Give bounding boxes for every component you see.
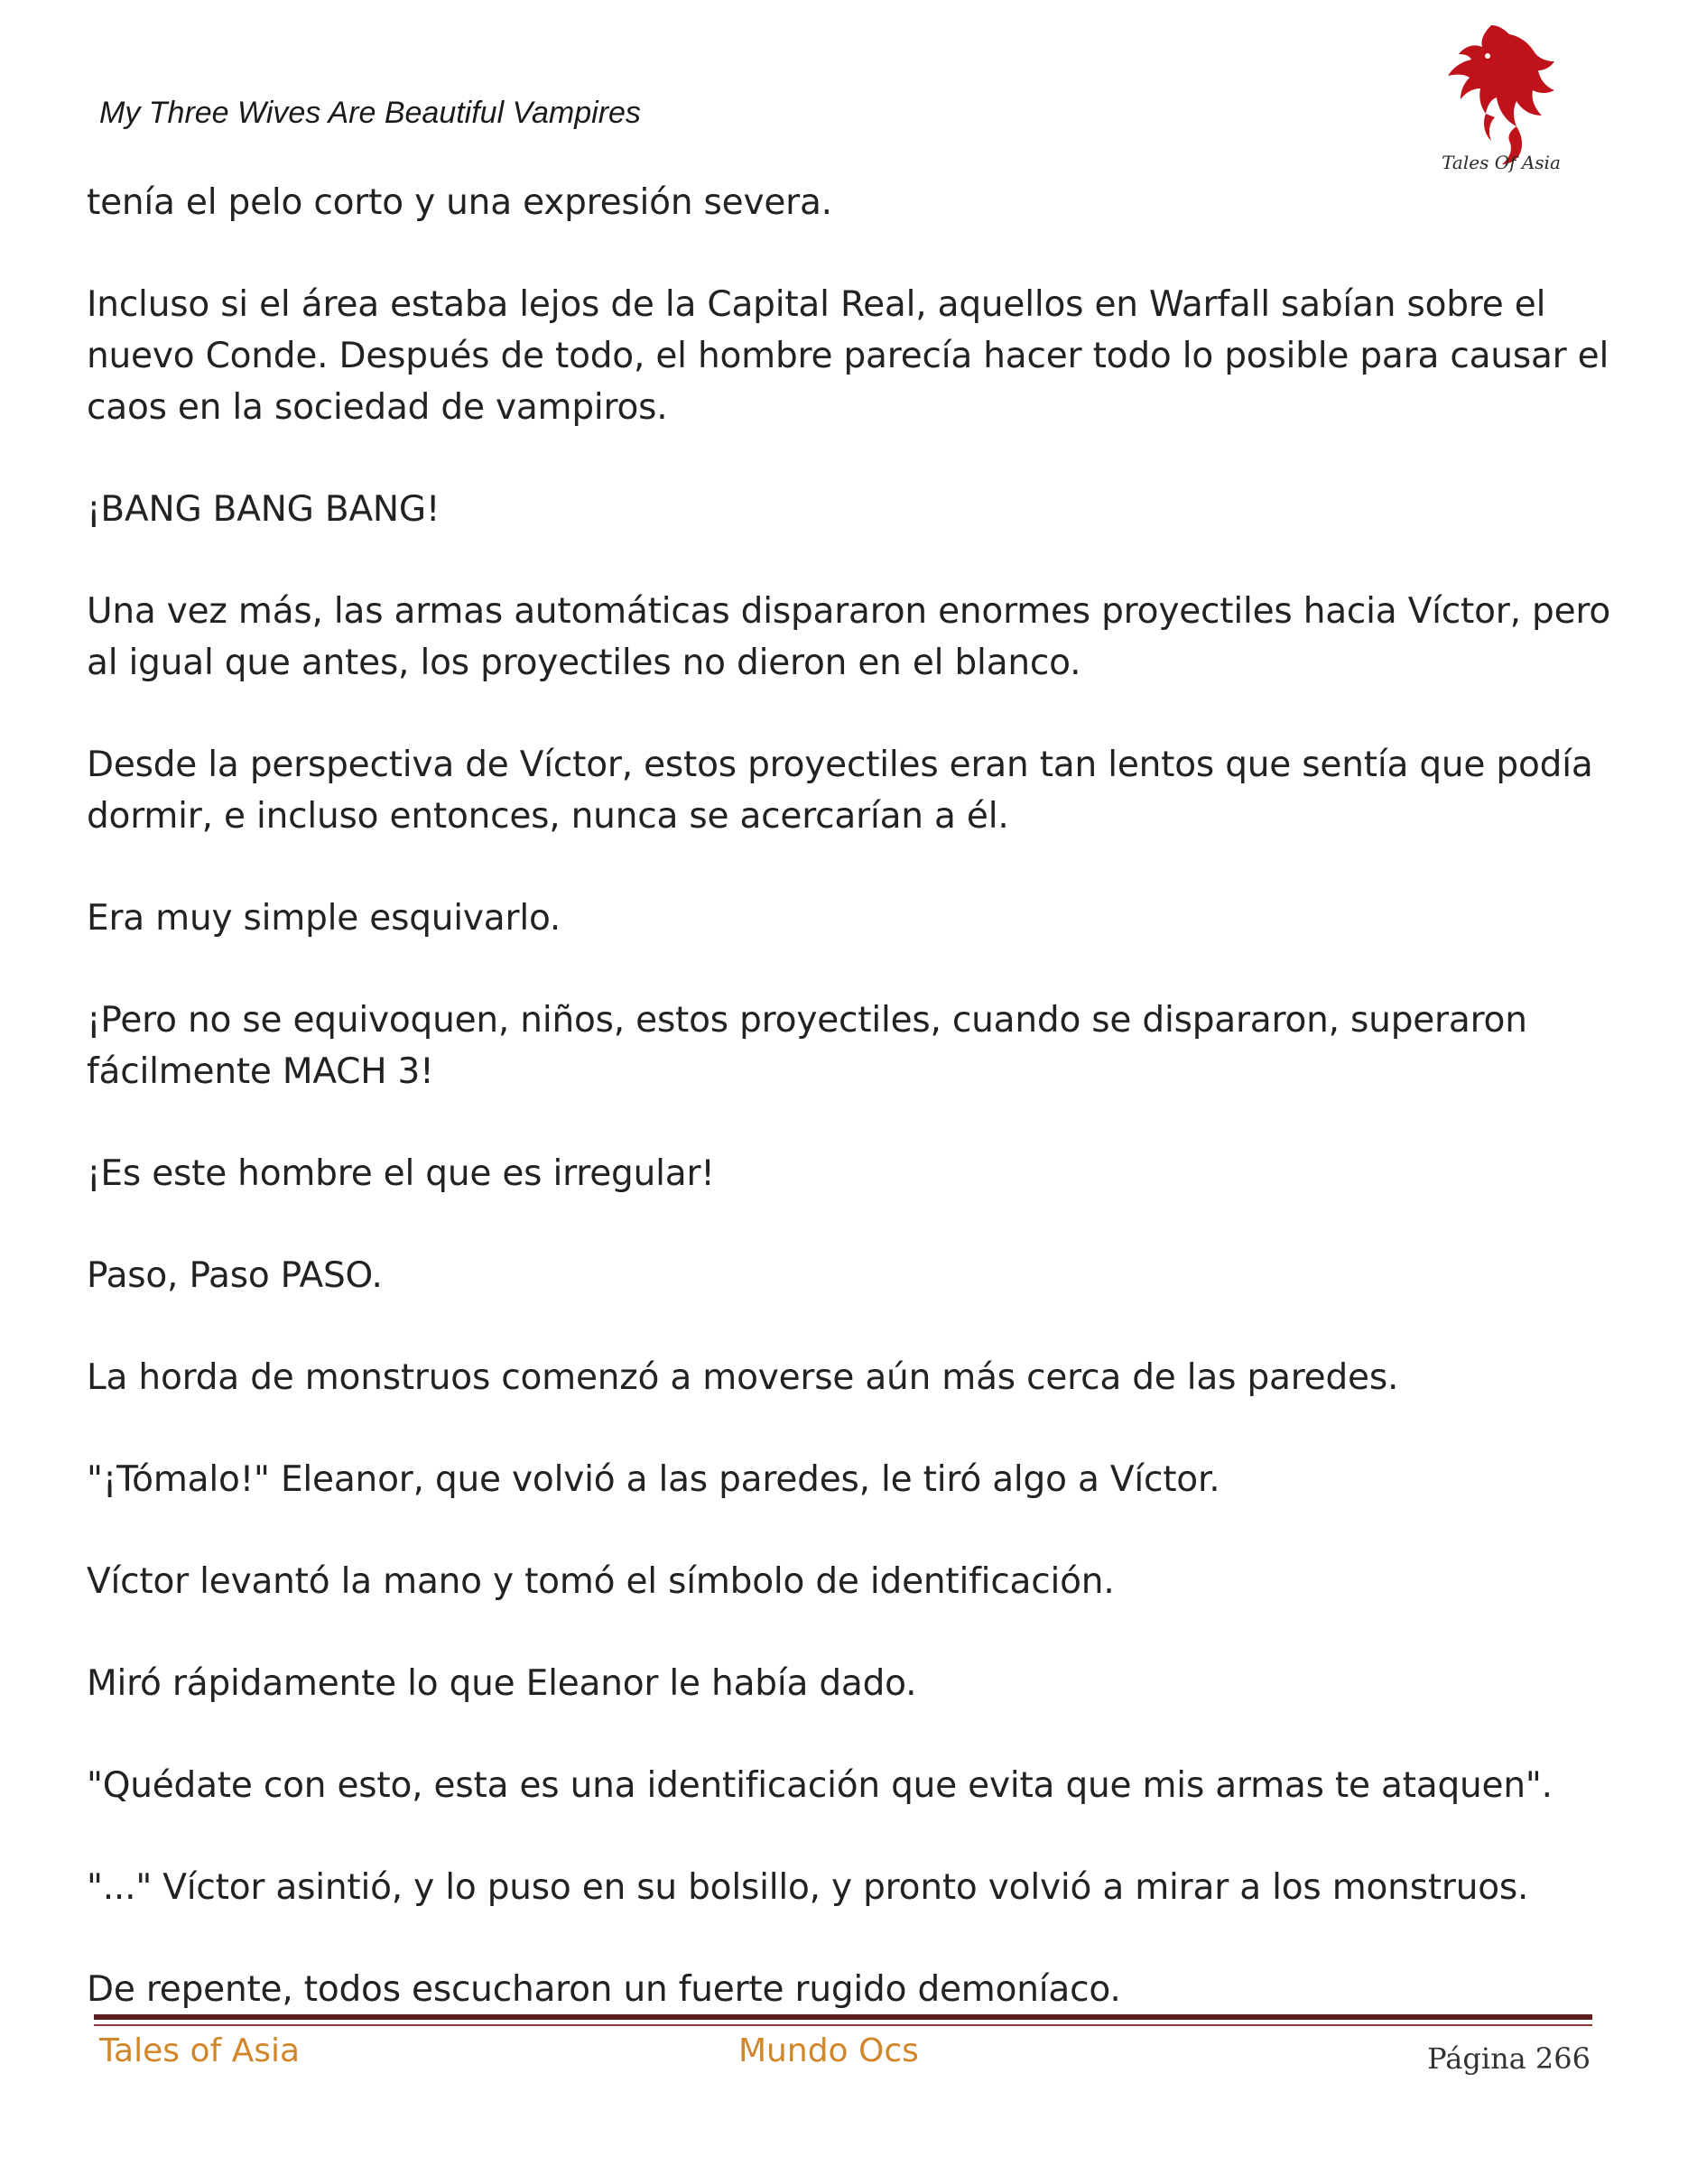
footer-site-name: Tales of Asia [99, 2032, 301, 2069]
paragraph: Desde la perspectiva de Víctor, estos proyectiles eran tan lentos que sentía que podía dormir, e incluso entonces, nunca se acercarían a él. [87, 745, 1593, 837]
paragraph: Miró rápidamente lo que Eleanor le había dado. [87, 1663, 917, 1704]
paragraph: Incluso si el área estaba lejos de la Capital Real, aquellos en Warfall sabían sobre el nuevo Conde. Después de todo, el hombre parecía hacer todo lo posible para causar el caos en la sociedad de vampiros. [87, 284, 1609, 428]
paragraph: "..." Víctor asintió, y lo puso en su bolsillo, y pronto volvió a mirar a los monstruos. [87, 1867, 1529, 1908]
footer-divider [94, 2014, 1592, 2020]
paragraph: "Quédate con esto, esta es una identificación que evita que mis armas te ataquen". [87, 1765, 1553, 1806]
logo-text: Tales Of Asia [1442, 152, 1561, 173]
paragraph: tenía el pelo corto y una expresión severa. [87, 182, 832, 223]
paragraph: Paso, Paso PASO. [87, 1255, 383, 1296]
paragraph: La horda de monstruos comenzó a moverse aún más cerca de las paredes. [87, 1357, 1399, 1398]
footer-divider-thin [94, 2024, 1592, 2026]
footer-section-name: Mundo Ocs [738, 2032, 919, 2069]
document-header-title: My Three Wives Are Beautiful Vampires [99, 96, 641, 130]
page-number: Página 266 [1427, 2041, 1591, 2076]
paragraph: Víctor levantó la mano y tomó el símbolo de identificación. [87, 1561, 1115, 1602]
paragraph: ¡Es este hombre el que es irregular! [87, 1153, 715, 1194]
document-body [87, 177, 1612, 2015]
paragraph: De repente, todos escucharon un fuerte rugido demoníaco. [87, 1969, 1121, 2010]
paragraph: ¡BANG BANG BANG! [87, 489, 441, 530]
paragraph: Una vez más, las armas automáticas dispararon enormes proyectiles hacia Víctor, pero al igual que antes, los proyectiles no dieron en el blanco. [87, 591, 1611, 683]
paragraph: ¡Pero no se equivoquen, niños, estos proyectiles, cuando se dispararon, superaron fácilmente MACH 3! [87, 1000, 1527, 1092]
paragraph: Era muy simple esquivarlo. [87, 898, 561, 939]
paragraph: "¡Tómalo!" Eleanor, que volvió a las paredes, le tiró algo a Víctor. [87, 1459, 1220, 1500]
